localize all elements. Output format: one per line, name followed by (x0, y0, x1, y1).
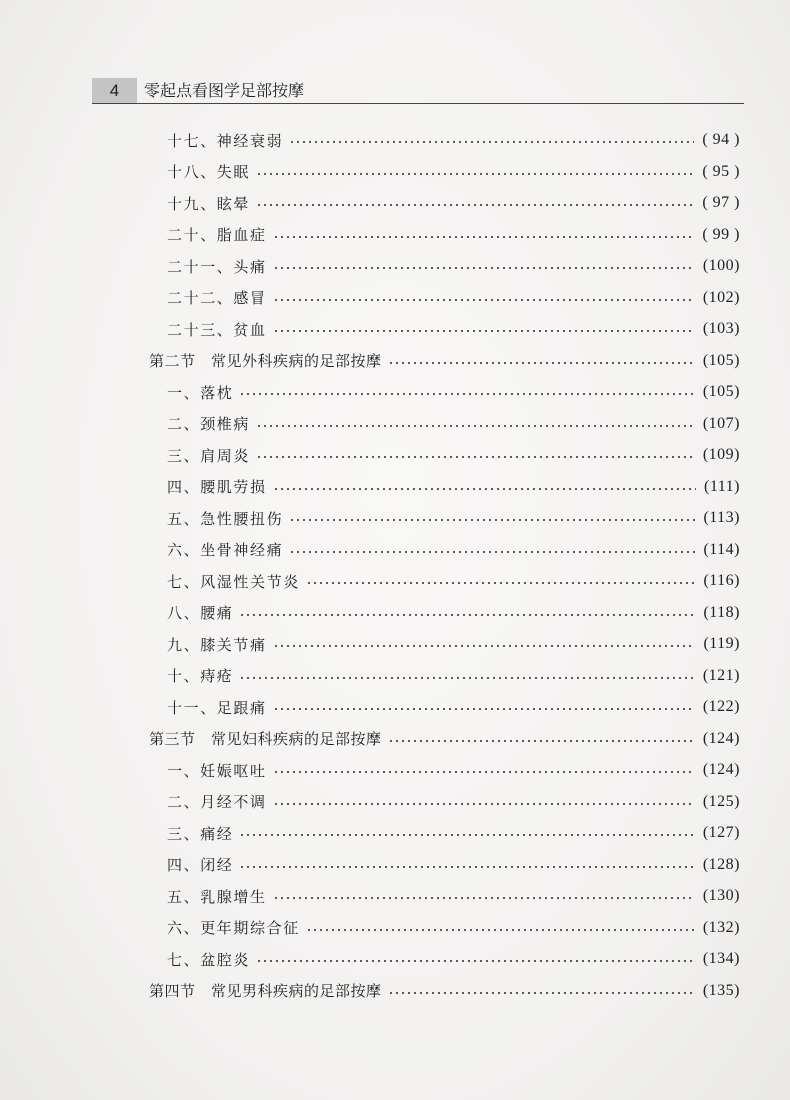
toc-page-number: (132) (702, 918, 740, 936)
toc-entry-row (167, 695, 740, 719)
toc-entry-row (167, 853, 740, 877)
dot-leader (273, 897, 695, 899)
toc-entry-title: 二、颈椎病 (167, 415, 251, 433)
toc-entry-row (167, 569, 740, 593)
toc-entry-title: 十一、足跟痛 (167, 698, 267, 717)
toc-page-number: (134) (702, 950, 740, 967)
toc-entry-row (167, 317, 740, 341)
toc-entry-title: 一、落枕 (167, 383, 234, 402)
toc-entry-title: 二、月经不调 (167, 793, 267, 811)
dot-leader (239, 866, 694, 868)
dot-leader (273, 299, 695, 301)
dot-leader (306, 929, 695, 931)
toc-section-row (149, 349, 740, 373)
toc-page-number: (114) (703, 540, 740, 558)
toc-entry-title: 十七、神经衰弱 (167, 131, 284, 150)
toc-page-number: (109) (702, 446, 740, 463)
toc-entry-title: 第四节 常见男科疾病的足部按摩 (149, 982, 382, 1000)
dot-leader (273, 330, 695, 332)
dot-leader (289, 141, 694, 143)
toc-entry-title: 三、痛经 (167, 824, 234, 843)
toc-entry-row (167, 790, 740, 814)
toc-entry-title: 十八、失眠 (167, 163, 251, 181)
toc-entry-row (167, 916, 740, 940)
toc-page-number: (107) (702, 414, 740, 432)
dot-leader (273, 771, 695, 773)
toc-entry-row (167, 475, 740, 499)
toc-page-number: (111) (704, 477, 740, 495)
toc-entry-title: 二十二、感冒 (167, 289, 267, 307)
dot-leader (273, 803, 695, 805)
toc-entry-title: 四、腰肌劳损 (167, 478, 267, 496)
toc-section-row (149, 979, 740, 1003)
toc-page-number: (105) (702, 383, 740, 400)
toc-page-number: (103) (702, 320, 740, 337)
toc-entry-row (167, 758, 740, 782)
toc-page-number: (121) (702, 666, 740, 684)
toc-entry-title: 第三节 常见妇科疾病的足部按摩 (149, 730, 382, 748)
toc-page-number: (127) (702, 824, 740, 841)
toc-entry-title: 六、更年期综合征 (167, 919, 300, 937)
toc-entry-title: 六、坐骨神经痛 (167, 541, 284, 559)
toc-entry-title: 二十、脂血症 (167, 226, 267, 244)
toc-entry-row (167, 254, 740, 278)
toc-entry-row (167, 601, 740, 625)
dot-leader (239, 614, 695, 616)
dot-leader (256, 960, 695, 962)
dot-leader (273, 708, 695, 710)
toc-page-number: (118) (703, 603, 740, 621)
dot-leader (256, 173, 694, 175)
dot-leader (273, 267, 695, 269)
running-header (92, 78, 744, 104)
toc-entry-row (167, 223, 740, 247)
toc-entry-row (167, 884, 740, 908)
toc-page-number: ( 94 ) (702, 131, 740, 148)
dot-leader (239, 834, 694, 836)
toc-entry-title: 二十一、头痛 (167, 257, 267, 276)
toc-page-number: (100) (702, 257, 740, 274)
toc-page-number: (116) (703, 572, 740, 589)
toc-entry-row (167, 443, 740, 467)
toc-page-number: ( 97 ) (702, 194, 740, 211)
toc-page-number: (130) (702, 887, 740, 904)
toc-page-number: (128) (702, 855, 740, 873)
dot-leader (306, 582, 696, 584)
toc-entry-title: 三、肩周炎 (167, 446, 251, 465)
toc-entry-title: 五、急性腰扭伤 (167, 509, 284, 528)
header-page-number: 4 (92, 78, 137, 104)
dot-leader (256, 425, 695, 427)
toc-entry-row (167, 128, 740, 152)
dot-leader (256, 456, 695, 458)
toc-entry-title: 十九、眩晕 (167, 194, 251, 213)
toc-entry-row (167, 380, 740, 404)
toc-entry-title: 四、闭经 (167, 856, 234, 874)
toc-entry-row (167, 191, 740, 215)
toc-entry-title: 七、盆腔炎 (167, 950, 251, 969)
toc-entry-title: 七、风湿性关节炎 (167, 572, 300, 591)
toc-entry-title: 五、乳腺增生 (167, 887, 267, 906)
header-book-title: 零起点看图学足部按摩 (144, 81, 305, 100)
toc-entry-title: 八、腰痛 (167, 604, 234, 622)
dot-leader (239, 393, 694, 395)
dot-leader (388, 992, 695, 994)
toc-entry-title: 一、妊娠呕吐 (167, 761, 267, 780)
toc-entry-row (167, 286, 740, 310)
toc-entry-row (167, 664, 740, 688)
toc-entry-row (167, 632, 740, 656)
toc-page-number: (113) (703, 509, 740, 526)
toc-entry-row (167, 412, 740, 436)
dot-leader (289, 519, 695, 521)
dot-leader (289, 551, 695, 553)
toc-page-number: (125) (702, 792, 740, 810)
toc-entry-row (167, 821, 740, 845)
toc-entry-title: 第二节 常见外科疾病的足部按摩 (149, 352, 382, 370)
dot-leader (388, 362, 695, 364)
toc-entry-row (167, 506, 740, 530)
dot-leader (388, 740, 695, 742)
toc-page-number: ( 95 ) (702, 162, 740, 180)
toc-entry-title: 二十三、贫血 (167, 320, 267, 339)
toc-page-number: (122) (702, 698, 740, 715)
dot-leader (256, 204, 694, 206)
toc-entry-title: 九、膝关节痛 (167, 635, 267, 654)
toc-page-number: ( 99 ) (702, 225, 740, 243)
toc-entry-row (167, 160, 740, 184)
dot-leader (273, 645, 696, 647)
toc-page-number: (135) (702, 981, 740, 999)
toc-entry-row (167, 947, 740, 971)
toc-page-number: (102) (702, 288, 740, 306)
toc-page-number: (124) (702, 761, 740, 778)
toc-page-number: (105) (702, 351, 740, 369)
toc-section-row (149, 727, 740, 751)
dot-leader (273, 236, 695, 238)
header-rule (92, 103, 744, 104)
toc-entry-title: 十、痔疮 (167, 667, 234, 685)
toc-entry-row (167, 538, 740, 562)
dot-leader (273, 488, 696, 490)
dot-leader (239, 677, 694, 679)
toc-page-number: (124) (702, 729, 740, 747)
toc-page-number: (119) (703, 635, 740, 652)
